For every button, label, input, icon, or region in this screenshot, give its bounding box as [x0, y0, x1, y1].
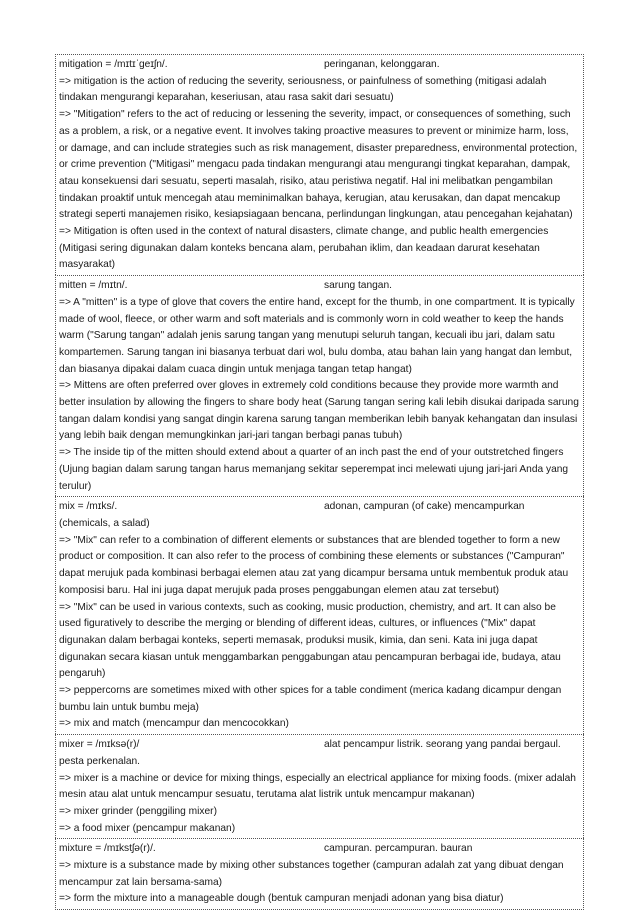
entry-example: => mixer is a machine or device for mixing things, especially an electrical appliance for mixing foods. (mixer adalah mesin atau alat untuk mencampur sesuatu, terutama alat listrik untuk mencampur makanan): [59, 772, 576, 801]
entry-example: => mix and match (mencampur dan mencocokkan): [59, 718, 289, 730]
entry-meaning: peringanan, kelonggaran.: [324, 59, 440, 70]
entry-header: [59, 57, 580, 74]
entry-term: mixture = /mɪkstʃə(r)/.: [59, 843, 156, 855]
entry-meaning-continued: (chemicals, a salad): [59, 517, 150, 529]
entry-example: => Mitigation is often used in the context of natural disasters, climate change, and public health emergencies (Mitigasi sering digunakan dalam konteks bencana alam, perubahan iklim, dan keadaan darurat kesehatan masyarakat): [59, 226, 549, 271]
entry-meaning: campuran. percampuran. bauran: [324, 843, 473, 855]
entry-example: => a food mixer (pencampur makanan): [59, 822, 236, 834]
entry-meaning: adonan, campuran (of cake) mencampurkan: [324, 501, 525, 513]
entry-example: => "Mix" can be used in various contexts, such as cooking, music production, chemistry, and art. It can also be used figuratively to describe the merging or blending of different ideas, cultures, or influences ("Mix" dapat digunakan dalam berbagai konteks, seperti memasak, produksi musik, kimia, dan seni. Kata ini juga dapat digunakan secara kiasan untuk menggambarkan penggabungan atau pencampuran berbagai ide, budaya, atau pengaruh): [59, 601, 561, 680]
entry-example: => "Mix" can refer to a combination of different elements or substances that are blended together to form a new product or composition. It can also refer to the process of combining these elements or substances ("Campuran" dapat merujuk pada kombinasi berbagai elemen atau zat yang dicampur bersama untuk membentuk produk atau komposisi baru. Hal ini juga dapat merujuk pada proses penggabungan elemen atau zat tersebut): [59, 534, 569, 596]
entry-meaning: alat pencampur listrik. seorang yang pandai bergaul.: [324, 739, 561, 751]
entry-example: => mixture is a substance made by mixing other substances together (campuran adalah zat yang dibuat dengan mencampur zat lain bersama-sama): [59, 860, 564, 888]
entry-term: mix = /mɪks/.: [59, 501, 118, 513]
entry-term: mitigation = /mɪtɪˈɡeɪʃn/.: [59, 59, 168, 70]
entry-example: => The inside tip of the mitten should extend about a quarter of an inch past the end of your outstretched fingers (Ujung bagian dalam sarung tangan harus memanjang sekitar seperempat inci melewati ujung jari-jari Anda yang terulur): [59, 447, 569, 492]
entry-meaning: sarung tangan.: [324, 280, 392, 292]
dictionary-page: [55, 54, 584, 910]
entry-example: => mixer grinder (penggiling mixer): [59, 805, 217, 817]
entry-mixture: [55, 838, 584, 910]
entry-header: [59, 737, 580, 754]
entry-example: => A "mitten" is a type of glove that covers the entire hand, except for the thumb, in one compartment. It is typically made of wool, fleece, or other warm and soft materials and is commonly worn in cold weather to keep the hands warm ("Sarung tangan" adalah jenis sarung tangan yang menutupi seluruh tangan, kecuali ibu jari, dalam satu kompartemen. Sarung tangan ini biasanya terbuat dari wol, bulu domba, atau bahan lain yang hangat dan lembut, dan biasanya dipakai dalam cuaca dingin untuk menjaga tangan tetap hangat): [59, 296, 575, 375]
entry-term: mitten = /mɪtn/.: [59, 280, 128, 292]
entry-meaning-continued: pesta perkenalan.: [59, 755, 140, 767]
entry-example: => mitigation is the action of reducing the severity, seriousness, or painfulness of something (mitigasi adalah tindakan mengurangi keparahan, keseriusan, atau rasa sakit dari sesuatu): [59, 75, 547, 104]
entry-mixer: [55, 734, 584, 838]
entry-term: mixer = /mɪksə(r)/: [59, 739, 140, 751]
entry-mitten: [55, 275, 584, 496]
entry-header: [59, 278, 580, 295]
entry-header: [59, 841, 580, 858]
entry-mitigation: [55, 54, 584, 275]
entry-example: => Mittens are often preferred over gloves in extremely cold conditions because they provide more warmth and better insulation by allowing the fingers to share body heat (Sarung tangan sering kali lebih disukai daripada sarung tangan dalam kondisi yang sangat dingin karena sarung tangan memberikan lebih banyak kehangatan dan insulasi yang lebih baik dengan memungkinkan jari-jari tangan berbagi panas tubuh): [59, 380, 579, 442]
entry-example: => form the mixture into a manageable dough (bentuk campuran menjadi adonan yang bisa diatur): [59, 893, 504, 905]
entry-example: => peppercorns are sometimes mixed with other spices for a table condiment (merica kadang dicampur dengan bumbu lain untuk bumbu meja): [59, 685, 562, 713]
entry-example: => "Mitigation" refers to the act of reducing or lessening the severity, impact, or consequences of something, such as a problem, a risk, or a negative event. It involves taking proactive measures to prevent or minimize harm, loss, or damage, and can include strategies such as risk management, disaster preparedness, environmental protection, or crime prevention ("Mitigasi" mengacu pada tindakan mengurangi atau mengurangi tingkat keparahan, dampak, atau konsekuensi dari sesuatu, seperti masalah, risiko, atau peristiwa negatif. Hal ini melibatkan pengambilan tindakan proaktif untuk mencegah atau meminimalkan bahaya, kerugian, atau kerusakan, dan dapat mencakup strategi seperti manajemen risiko, kesiapsiagaan bencana, perlindungan lingkungan, atau pencegahan kejahatan): [59, 109, 578, 221]
entry-mix: [55, 496, 584, 734]
entry-header: [59, 499, 580, 516]
